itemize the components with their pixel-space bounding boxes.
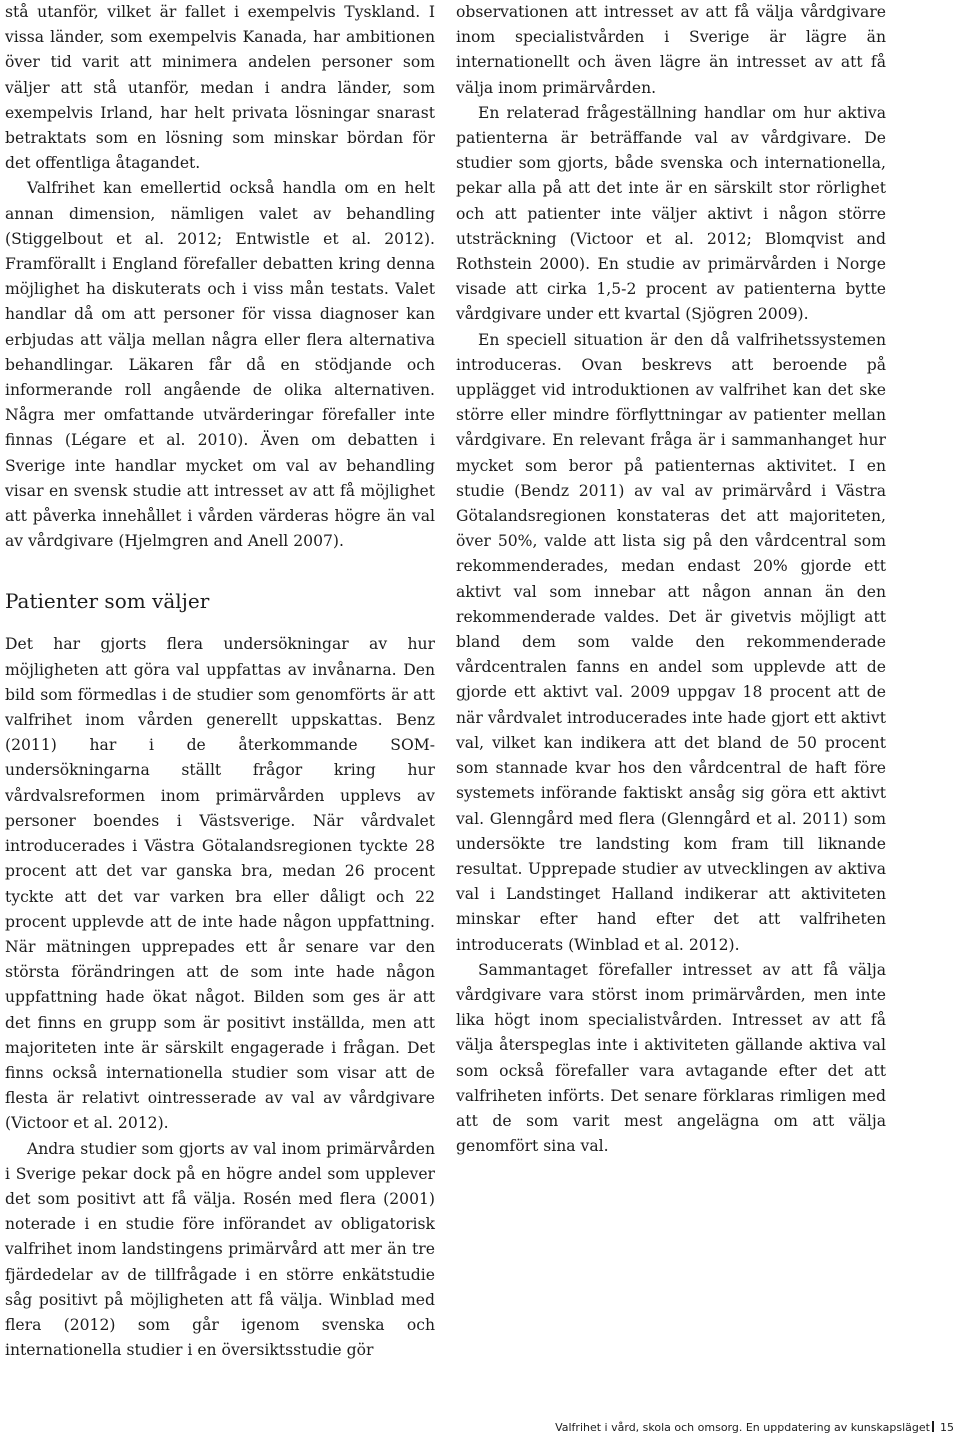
right-column: [456, 0, 886, 1159]
body-paragraph: Det har gjorts flera undersökningar av hur möjligheten att göra val uppfattas av invånarna. Den bild som förmedlas i de studier som genomförts är att valfrihet inom vården generellt uppskattas. Benz (2011) har i de återkommande SOM-undersökningarna ställt frågor kring hur vårdvalsreformen inom primärvården upplevs av personer boendes i Västsverige. När vårdvalet introducerades i Västra Götalandsregionen tyckte 28 procent att det var ganska bra, medan 26 procent tyckte att det var varken bra eller dåligt och 22 procent upplevde att de inte hade någon uppfattning. När mätningen upprepades ett år senare var den största förändringen att de som inte hade någon uppfattning hade ökat något. Bilden som ges är att det finns en grupp som är positivt inställda, men att majoriteten inte är särskilt engagerade i frågan. Det finns också internationella studier som visar att de flesta är relativt ointresserade av val av vårdgivare (Victoor et al. 2012).: [5, 635, 435, 1133]
section-heading: Patienter som väljer: [5, 589, 210, 614]
body-paragraph: observationen att intresset av att få välja vårdgivare inom specialistvården i Sverige är lägre än internationellt och även lägre än intresset av att få välja inom primärvården.: [456, 3, 886, 97]
footer-separator: [932, 1421, 934, 1432]
body-paragraph: Andra studier som gjorts av val inom primärvården i Sverige pekar dock på en högre andel som upplever det som positivt att få välja. Rosén med flera (2001) noterade i en studie före införandet av obligatorisk valfrihet inom landstingens primärvård att mer än tre fjärdedelar av de tillfrågade i en större enkätstudie såg positivt på möjligheten att få välja. Winblad med flera (2012) som går igenom svenska och internationella studier i en översiktsstudie gör: [5, 1139, 435, 1360]
body-paragraph: stå utanför, vilket är fallet i exempelvis Tyskland. I vissa länder, som exempelvis Kanada, har ambitionen över tid varit att minimera andelen personer som väljer att stå utanför, medan i andra länder, som exempelvis Irland, har helt privata lösningar snarast betraktats som en lösning som minskar bördan för det offentliga åtagandet.: [5, 3, 435, 173]
body-paragraph: Valfrihet kan emellertid också handla om en helt annan dimension, nämligen valet av behandling (Stiggelbout et al. 2012; Entwistle et al. 2012). Framförallt i England förefaller debatten kring denna möjlighet ha diskuterats och i viss mån testats. Valet handlar då om att personer för vissa diagnoser kan erbjudas att välja mellan några eller flera alternativa behandlingar. Läkaren får då en stödjande och informerande roll angående de olika alternativen. Några mer omfattande utvärderingar förefaller inte finnas (Légare et al. 2010). Även om debatten i Sverige inte handlar mycket om val av behandling visar en svensk studie att intresset av att få möjlighet att påverka innehållet i vården värderas högre än val av vårdgivare (Hjelmgren and Anell 2007).: [5, 179, 435, 551]
left-column: [5, 0, 435, 1363]
page-footer: [555, 1421, 954, 1435]
body-paragraph: Sammantaget förefaller intresset av att få välja vårdgivare vara störst inom primärvården, men inte lika högt inom specialistvården. Intresset av att få välja återspeglas inte i aktiviteten gällande aktiva val som också förefaller vara avtagande efter det att valfriheten införts. Det senare förklaras rimligen med att de som varit mest angelägna om att välja genomfört sina val.: [456, 960, 886, 1156]
body-paragraph: En speciell situation är den då valfrihetssystemen introduceras. Ovan beskrevs att beroende på upplägget vid introduktionen av valfrihet kan det ske större eller mindre förflyttningar av patienter mellan vårdgivare. En relevant fråga är i sammanhanget hur mycket som beror på patienternas aktivitet. I en studie (Bendz 2011) av val av primärvård i Västra Götalandsregionen konstateras det att majoriteten, över 50%, valde att lista sig på den vårdcentral som rekommenderades, medan endast 20% gjorde ett aktivt val som innebar att någon annan än den rekommenderade valdes. Det är givetvis möjligt att bland dem som valde den rekommenderade vårdcentralen fanns en andel som upplevde att de gjorde ett aktivt val. 2009 uppgav 18 procent att de när vårdvalet introducerades inte hade gjort ett aktivt val, vilket kan indikera att det bland de 50 procent som stannade kvar hos den vårdcentral de haft före systemets införande faktiskt ansåg sig göra ett aktivt val. Glenngård med flera (Glenngård et al. 2011) som undersökte tre landsting kom fram till liknande resultat. Upprepade studier av utvecklingen av aktiva val i Landstinget Halland indikerar att aktiviteten minskar efter hand efter det att valfriheten introducerats (Winblad et al. 2012).: [456, 330, 886, 954]
body-paragraph: En relaterad frågeställning handlar om hur aktiva patienterna är beträffande val av vårdgivare. De studier som gjorts, både svenska och internationella, pekar alla på att det inte är en särskilt stor rörlighet och att patienter inte väljer aktivt i någon större utsträckning (Victoor et al. 2012; Blomqvist and Rothstein 2000). En studie av primärvården i Norge visade att cirka 1,5-2 procent av patienterna bytte vårdgivare under ett kvartal (Sjögren 2009).: [456, 103, 886, 324]
page-number: 15: [940, 1421, 954, 1434]
running-title: Valfrihet i vård, skola och omsorg. En uppdatering av kunskapsläget: [555, 1421, 930, 1434]
